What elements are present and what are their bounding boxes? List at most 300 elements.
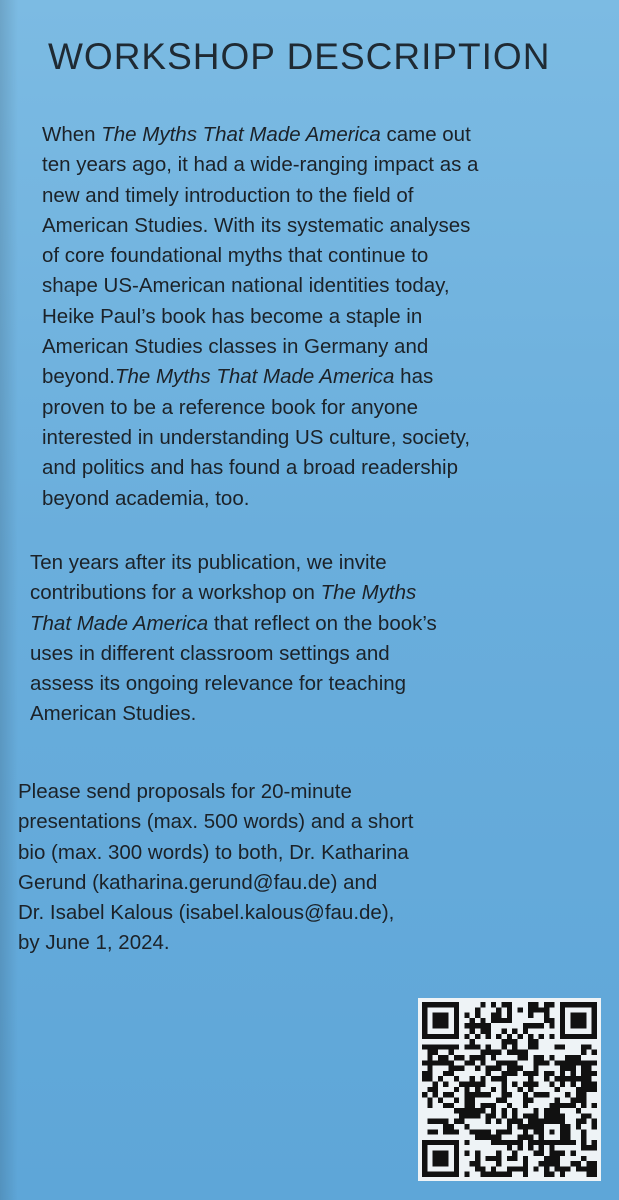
qr-module xyxy=(512,1071,517,1076)
qr-module xyxy=(491,1135,496,1140)
text-line: shape US-American national identities today, xyxy=(42,274,450,298)
qr-module xyxy=(454,1150,459,1155)
qr-module xyxy=(533,1166,538,1171)
qr-module xyxy=(581,1113,586,1118)
qr-module xyxy=(438,1076,443,1081)
qr-module xyxy=(544,1013,549,1018)
qr-module xyxy=(581,1050,586,1055)
qr-module xyxy=(560,1135,565,1140)
qr-module xyxy=(523,1029,528,1034)
qr-module xyxy=(549,1119,554,1124)
qr-module xyxy=(581,1140,586,1145)
qr-module xyxy=(581,1135,586,1140)
qr-module xyxy=(576,1076,581,1081)
qr-module xyxy=(539,1119,544,1124)
qr-module xyxy=(570,1055,575,1060)
qr-module xyxy=(517,1166,522,1171)
qr-module xyxy=(433,1002,438,1007)
qr-module xyxy=(496,1050,501,1055)
qr-module xyxy=(555,1108,560,1113)
qr-module xyxy=(507,1018,512,1023)
qr-module xyxy=(586,1066,591,1071)
qr-module xyxy=(475,1007,480,1012)
qr-module xyxy=(576,1055,581,1060)
qr-module xyxy=(507,1034,512,1039)
qr-module xyxy=(528,1140,533,1145)
qr-module xyxy=(570,1140,575,1145)
qr-module xyxy=(592,1023,597,1028)
qr-module xyxy=(422,1156,427,1161)
qr-module xyxy=(449,1066,454,1071)
qr-module xyxy=(523,1050,528,1055)
qr-module xyxy=(470,1023,475,1028)
qr-module xyxy=(480,1018,485,1023)
qr-module xyxy=(581,1044,586,1049)
qr-module xyxy=(576,1034,581,1039)
qr-module xyxy=(581,1156,586,1161)
qr-module xyxy=(581,1166,586,1171)
qr-module xyxy=(592,1103,597,1108)
qr-module xyxy=(570,1018,575,1023)
qr-code-icon[interactable] xyxy=(418,998,601,1181)
text-run: contributions for a workshop on xyxy=(30,581,321,605)
text-line: new and timely introduction to the field of xyxy=(42,183,414,207)
qr-module xyxy=(528,1013,533,1018)
qr-module xyxy=(475,1087,480,1092)
text-line: Dr. Isabel Kalous (isabel.kalous@fau.de), xyxy=(18,901,395,925)
qr-module xyxy=(539,1124,544,1129)
qr-module xyxy=(570,1023,575,1028)
qr-module xyxy=(549,1156,554,1161)
qr-module xyxy=(544,1166,549,1171)
qr-module xyxy=(433,1140,438,1145)
qr-module xyxy=(586,1082,591,1087)
qr-module xyxy=(475,1166,480,1171)
qr-module xyxy=(533,1108,538,1113)
qr-module xyxy=(459,1108,464,1113)
qr-module xyxy=(592,1018,597,1023)
qr-module xyxy=(464,1113,469,1118)
qr-module xyxy=(502,1082,507,1087)
qr-module xyxy=(454,1156,459,1161)
qr-module xyxy=(491,1140,496,1145)
qr-module xyxy=(581,1023,586,1028)
text-run: that reflect on the book’s xyxy=(208,611,437,635)
qr-module xyxy=(592,1119,597,1124)
qr-module xyxy=(502,1002,507,1007)
qr-module xyxy=(533,1044,538,1049)
qr-module xyxy=(496,1066,501,1071)
text-line: beyond academia, too. xyxy=(42,486,250,510)
qr-module xyxy=(427,1060,432,1065)
text-line: interested in understanding US culture, society, xyxy=(42,425,471,449)
qr-module xyxy=(438,1097,443,1102)
text-line: assess its ongoing relevance for teaching xyxy=(30,672,407,696)
qr-module xyxy=(449,1044,454,1049)
qr-module xyxy=(433,1060,438,1065)
qr-module xyxy=(592,1172,597,1177)
qr-module xyxy=(464,1108,469,1113)
qr-module xyxy=(443,1055,448,1060)
qr-module xyxy=(438,1161,443,1166)
qr-module xyxy=(480,1135,485,1140)
qr-module xyxy=(427,1050,432,1055)
qr-module xyxy=(565,1060,570,1065)
qr-module xyxy=(560,1044,565,1049)
qr-module xyxy=(454,1066,459,1071)
qr-module xyxy=(470,1018,475,1023)
qr-module xyxy=(533,1092,538,1097)
qr-module xyxy=(459,1055,464,1060)
qr-module xyxy=(496,1119,501,1124)
qr-module xyxy=(512,1108,517,1113)
qr-module xyxy=(507,1172,512,1177)
qr-module xyxy=(560,1023,565,1028)
qr-module xyxy=(539,1161,544,1166)
qr-module xyxy=(576,1092,581,1097)
qr-module xyxy=(512,1150,517,1155)
qr-module xyxy=(549,1034,554,1039)
qr-module xyxy=(555,1161,560,1166)
qr-module xyxy=(464,1082,469,1087)
qr-module xyxy=(433,1087,438,1092)
qr-module xyxy=(533,1039,538,1044)
qr-module xyxy=(586,1161,591,1166)
qr-module xyxy=(486,1044,491,1049)
qr-module xyxy=(581,1103,586,1108)
qr-module xyxy=(438,1172,443,1177)
qr-module xyxy=(427,1087,432,1092)
qr-module xyxy=(475,1034,480,1039)
qr-module xyxy=(496,1129,501,1134)
qr-module xyxy=(438,1060,443,1065)
qr-module xyxy=(533,1066,538,1071)
qr-module xyxy=(454,1076,459,1081)
qr-module xyxy=(449,1002,454,1007)
qr-module xyxy=(512,1140,517,1145)
qr-module xyxy=(560,1140,565,1145)
qr-module xyxy=(576,1087,581,1092)
qr-module xyxy=(517,1145,522,1150)
qr-module xyxy=(581,1060,586,1065)
qr-module xyxy=(443,1044,448,1049)
qr-module xyxy=(533,1082,538,1087)
qr-module xyxy=(480,1172,485,1177)
qr-module xyxy=(422,1145,427,1150)
qr-module xyxy=(449,1050,454,1055)
qr-module xyxy=(449,1060,454,1065)
qr-module xyxy=(443,1103,448,1108)
qr-module xyxy=(454,1002,459,1007)
qr-module xyxy=(507,1002,512,1007)
qr-module xyxy=(438,1002,443,1007)
qr-module xyxy=(555,1156,560,1161)
qr-module xyxy=(528,1034,533,1039)
qr-module xyxy=(565,1166,570,1171)
book-title: The Myths xyxy=(320,581,417,605)
qr-module xyxy=(560,1124,565,1129)
qr-module xyxy=(454,1172,459,1177)
qr-module xyxy=(454,1140,459,1145)
qr-module xyxy=(576,1097,581,1102)
qr-module xyxy=(496,1161,501,1166)
qr-module xyxy=(427,1076,432,1081)
qr-module xyxy=(570,1082,575,1087)
qr-module xyxy=(512,1166,517,1171)
qr-module xyxy=(480,1023,485,1028)
qr-module xyxy=(427,1066,432,1071)
qr-module xyxy=(565,1066,570,1071)
qr-module xyxy=(512,1060,517,1065)
qr-module xyxy=(570,1103,575,1108)
text-line: American Studies. xyxy=(30,702,197,726)
qr-module xyxy=(433,1129,438,1134)
qr-module xyxy=(512,1119,517,1124)
qr-module xyxy=(555,1076,560,1081)
qr-module xyxy=(507,1103,512,1108)
qr-module xyxy=(507,1071,512,1076)
qr-module xyxy=(581,1092,586,1097)
qr-module xyxy=(491,1156,496,1161)
qr-module xyxy=(523,1113,528,1118)
qr-module xyxy=(570,1150,575,1155)
qr-module xyxy=(502,1108,507,1113)
qr-module xyxy=(570,1097,575,1102)
qr-module xyxy=(470,1161,475,1166)
qr-module xyxy=(443,1172,448,1177)
qr-module xyxy=(443,1002,448,1007)
qr-module xyxy=(502,1071,507,1076)
qr-module xyxy=(533,1055,538,1060)
qr-module xyxy=(480,1092,485,1097)
qr-module xyxy=(427,1097,432,1102)
qr-module xyxy=(496,1156,501,1161)
qr-module xyxy=(496,1172,501,1177)
qr-module xyxy=(454,1161,459,1166)
qr-module xyxy=(449,1172,454,1177)
qr-module xyxy=(443,1018,448,1023)
qr-module xyxy=(454,1023,459,1028)
qr-module xyxy=(502,1044,507,1049)
qr-module xyxy=(422,1007,427,1012)
qr-module xyxy=(533,1113,538,1118)
qr-module xyxy=(491,1103,496,1108)
text-line: Heike Paul’s book has become a staple in xyxy=(42,304,423,328)
qr-module xyxy=(433,1172,438,1177)
qr-module xyxy=(443,1150,448,1155)
qr-module xyxy=(507,1039,512,1044)
qr-module xyxy=(486,1034,491,1039)
qr-module xyxy=(592,1140,597,1145)
qr-module xyxy=(454,1007,459,1012)
qr-module xyxy=(581,1129,586,1134)
qr-module xyxy=(443,1082,448,1087)
qr-module xyxy=(570,1034,575,1039)
qr-module xyxy=(454,1018,459,1023)
qr-module xyxy=(464,1172,469,1177)
qr-module xyxy=(464,1097,469,1102)
qr-module xyxy=(433,1161,438,1166)
qr-module xyxy=(438,1044,443,1049)
qr-module xyxy=(549,1002,554,1007)
qr-module xyxy=(486,1129,491,1134)
qr-module xyxy=(581,1087,586,1092)
qr-module xyxy=(544,1113,549,1118)
qr-module xyxy=(470,1044,475,1049)
qr-module xyxy=(549,1023,554,1028)
qr-module xyxy=(443,1092,448,1097)
qr-module xyxy=(528,1002,533,1007)
qr-module xyxy=(528,1071,533,1076)
paragraph-intro xyxy=(42,120,478,514)
qr-module xyxy=(464,1087,469,1092)
qr-module xyxy=(475,1161,480,1166)
qr-module xyxy=(555,1087,560,1092)
qr-module xyxy=(443,1034,448,1039)
qr-module xyxy=(422,1071,427,1076)
qr-module xyxy=(528,1039,533,1044)
qr-module xyxy=(576,1108,581,1113)
qr-module xyxy=(560,1002,565,1007)
qr-module xyxy=(507,1124,512,1129)
qr-module xyxy=(512,1029,517,1034)
qr-module xyxy=(517,1050,522,1055)
qr-module xyxy=(438,1013,443,1018)
qr-module xyxy=(491,1087,496,1092)
qr-module xyxy=(523,1092,528,1097)
qr-module xyxy=(427,1140,432,1145)
qr-module xyxy=(512,1082,517,1087)
qr-module xyxy=(427,1034,432,1039)
qr-module xyxy=(422,1092,427,1097)
qr-module xyxy=(422,1161,427,1166)
qr-module xyxy=(491,1166,496,1171)
qr-module xyxy=(486,1066,491,1071)
qr-module xyxy=(470,1060,475,1065)
qr-module xyxy=(581,1066,586,1071)
qr-module xyxy=(427,1172,432,1177)
qr-module xyxy=(427,1119,432,1124)
text-line: Gerund (katharina.gerund@fau.de) and xyxy=(18,870,378,894)
qr-module xyxy=(422,1002,427,1007)
qr-module xyxy=(427,1129,432,1134)
qr-module xyxy=(549,1071,554,1076)
qr-module xyxy=(486,1092,491,1097)
qr-module xyxy=(528,1044,533,1049)
qr-module xyxy=(491,1013,496,1018)
qr-module xyxy=(560,1166,565,1171)
qr-module xyxy=(475,1023,480,1028)
qr-module xyxy=(576,1060,581,1065)
qr-module xyxy=(570,1076,575,1081)
qr-module xyxy=(517,1140,522,1145)
qr-module xyxy=(565,1002,570,1007)
qr-module xyxy=(438,1150,443,1155)
text-run: beyond. xyxy=(42,365,115,389)
book-title: That Made America xyxy=(30,611,209,635)
qr-module xyxy=(517,1135,522,1140)
qr-module xyxy=(464,1140,469,1145)
qr-module xyxy=(454,1055,459,1060)
qr-module xyxy=(576,1161,581,1166)
qr-module xyxy=(560,1018,565,1023)
qr-module xyxy=(491,1018,496,1023)
qr-module xyxy=(565,1124,570,1129)
qr-module xyxy=(581,1145,586,1150)
qr-module xyxy=(512,1113,517,1118)
qr-module xyxy=(475,1044,480,1049)
qr-module xyxy=(544,1071,549,1076)
qr-module xyxy=(443,1071,448,1076)
qr-module xyxy=(502,1076,507,1081)
qr-module xyxy=(491,1076,496,1081)
qr-module xyxy=(496,1097,501,1102)
qr-module xyxy=(592,1124,597,1129)
qr-module xyxy=(555,1113,560,1118)
qr-module xyxy=(528,1124,533,1129)
qr-module xyxy=(438,1156,443,1161)
qr-module xyxy=(592,1161,597,1166)
qr-module xyxy=(549,1103,554,1108)
qr-module xyxy=(549,1172,554,1177)
qr-module xyxy=(433,1150,438,1155)
qr-module xyxy=(422,1034,427,1039)
qr-module xyxy=(592,1029,597,1034)
qr-module xyxy=(443,1013,448,1018)
qr-module xyxy=(454,1129,459,1134)
qr-module xyxy=(449,1124,454,1129)
qr-module xyxy=(502,1018,507,1023)
qr-module xyxy=(422,1029,427,1034)
qr-module xyxy=(576,1166,581,1171)
qr-module xyxy=(486,1172,491,1177)
qr-module xyxy=(560,1082,565,1087)
qr-module xyxy=(438,1119,443,1124)
text-line xyxy=(42,120,478,150)
qr-module xyxy=(491,1002,496,1007)
qr-module xyxy=(480,1055,485,1060)
qr-module xyxy=(443,1119,448,1124)
qr-module xyxy=(496,1018,501,1023)
qr-module xyxy=(539,1145,544,1150)
qr-module xyxy=(517,1119,522,1124)
qr-module xyxy=(486,1071,491,1076)
qr-module xyxy=(539,1150,544,1155)
qr-module xyxy=(592,1087,597,1092)
qr-module xyxy=(555,1044,560,1049)
qr-module xyxy=(433,1050,438,1055)
qr-module xyxy=(443,1161,448,1166)
qr-module xyxy=(464,1013,469,1018)
qr-module xyxy=(533,1060,538,1065)
qr-module xyxy=(544,1002,549,1007)
qr-module xyxy=(433,1082,438,1087)
paragraph-submission xyxy=(18,777,413,959)
qr-module xyxy=(549,1113,554,1118)
qr-module xyxy=(570,1002,575,1007)
qr-module xyxy=(502,1092,507,1097)
qr-module xyxy=(523,1103,528,1108)
qr-module xyxy=(422,1166,427,1171)
qr-module xyxy=(512,1039,517,1044)
qr-module xyxy=(449,1092,454,1097)
qr-module xyxy=(475,1055,480,1060)
qr-module xyxy=(586,1002,591,1007)
page-shadow xyxy=(0,0,18,1200)
qr-module xyxy=(549,1129,554,1134)
qr-module xyxy=(502,1140,507,1145)
text-line: of core foundational myths that continue to xyxy=(42,244,429,268)
